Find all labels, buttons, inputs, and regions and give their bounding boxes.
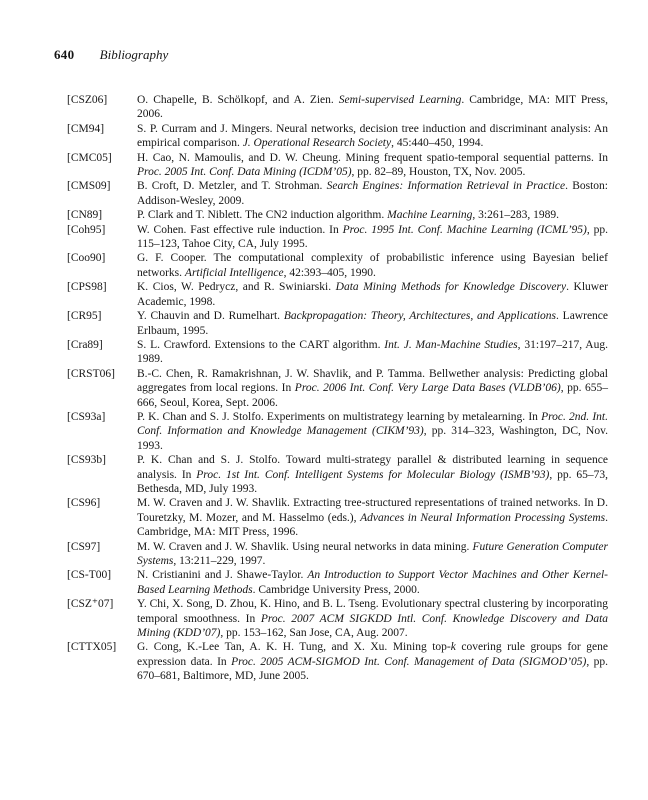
reference-text: P. Clark and T. Niblett. The CN2 induction algorithm. Machine Learning, 3:261–283, 1989. — [137, 209, 559, 222]
reference-entry — [67, 540, 608, 569]
reference-entry — [67, 640, 608, 683]
reference-label: [CMS09] — [67, 180, 111, 193]
reference-entry — [67, 496, 608, 539]
reference-entry — [67, 223, 608, 252]
reference-label: [Coo90] — [67, 252, 106, 265]
reference-entry — [67, 93, 608, 122]
reference-label: [CS93b] — [67, 454, 106, 467]
reference-entry — [67, 367, 608, 410]
reference-text: K. Cios, W. Pedrycz, and R. Swiniarski. Data Mining Methods for Knowledge Discovery. Kluwer Academic, 1998. — [137, 281, 609, 308]
reference-text: G. F. Cooper. The computational complexity of probabilistic inference using Bayesian belief networks. Artificial Intelligence, 42:393–405, 1990. — [137, 252, 608, 279]
reference-entry — [67, 410, 608, 453]
reference-text: P. K. Chan and S. J. Stolfo. Experiments on multistrategy learning by metalearning. In Proc. 2nd. Int. Conf. Information and Knowledge Management (CIKM’93), pp. 314–323, Washington, DC, Nov. 1993. — [137, 410, 609, 452]
reference-text: N. Cristianini and J. Shawe-Taylor. An Introduction to Support Vector Machines and Other Kernel-Based Learning Methods. Cambridge University Press, 2000. — [137, 569, 608, 596]
reference-text: Y. Chi, X. Song, D. Zhou, K. Hino, and B. L. Tseng. Evolutionary spectral clustering by incorporating temporal smoothness. In Proc. 2007 ACM SIGKDD Intl. Conf. Knowledge Discovery and Data Mining (KDD’07), pp. 153–162, San Jose, CA, Aug. 2007. — [137, 598, 609, 640]
reference-label: [CPS98] — [67, 281, 107, 294]
reference-label: [CM94] — [67, 122, 105, 135]
page-number: 640 — [54, 47, 75, 62]
reference-entry — [67, 280, 608, 309]
reference-label: [CSZ⁺07] — [67, 598, 114, 611]
reference-label: [CTTX05] — [67, 641, 117, 654]
reference-text: S. P. Curram and J. Mingers. Neural networks, decision tree induction and discriminant analysis: An empirical comparison. J. Operational Research Society, 45:440–450, 1994. — [137, 122, 608, 150]
reference-entry — [67, 453, 608, 496]
reference-label: [CS96] — [67, 497, 101, 510]
page-header — [54, 47, 168, 62]
reference-entry — [67, 179, 608, 208]
reference-entry — [67, 338, 608, 367]
reference-entry — [67, 151, 608, 180]
reference-list — [67, 93, 608, 684]
reference-label: [CS97] — [67, 540, 101, 553]
reference-label: [Coh95] — [67, 223, 106, 236]
reference-text: B.-C. Chen, R. Ramakrishnan, J. W. Shavlik, and P. Tamma. Bellwether analysis: Predicting global aggregates from local regions. In Proc. 2006 Int. Conf. Very Large Data Bases (VLDB’06), pp. 655–666, Seoul, Korea, Sept. 2006. — [137, 367, 609, 409]
reference-text: W. Cohen. Fast effective rule induction. In Proc. 1995 Int. Conf. Machine Learning (ICML’95), pp. 115–123, Tahoe City, CA, July 1995. — [137, 223, 609, 251]
reference-label: [CS93a] — [67, 410, 106, 423]
reference-label: [CS-T00] — [67, 569, 112, 582]
reference-text: H. Cao, N. Mamoulis, and D. W. Cheung. Mining frequent spatio-temporal sequential patterns. In Proc. 2005 Int. Conf. Data Mining (ICDM’05), pp. 82–89, Houston, TX, Nov. 2005. — [137, 151, 608, 179]
reference-label: [CRST06] — [67, 367, 115, 380]
reference-entry — [67, 251, 608, 280]
reference-text: S. L. Crawford. Extensions to the CART algorithm. Int. J. Man-Machine Studies, 31:197–217, Aug. 1989. — [137, 338, 608, 366]
reference-entry — [67, 597, 608, 640]
reference-label: [CN89] — [67, 209, 103, 222]
reference-text: O. Chapelle, B. Schölkopf, and A. Zien. Semi-supervised Learning. Cambridge, MA: MIT Press, 2006. — [137, 94, 608, 121]
reference-entry — [67, 122, 608, 151]
reference-text: Y. Chauvin and D. Rumelhart. Backpropagation: Theory, Architectures, and Applications. Lawrence Erlbaum, 1995. — [137, 310, 609, 337]
reference-label: [CR95] — [67, 310, 102, 323]
reference-text: G. Cong, K.-Lee Tan, A. K. H. Tung, and X. Xu. Mining top-k covering rule groups for gene expression data. In Proc. 2005 ACM-SIGMOD Int. Conf. Management of Data (SIGMOD’05), pp. 670–681, Baltimore, MD, June 2005. — [137, 641, 608, 683]
reference-entry — [67, 309, 608, 338]
reference-label: [Cra89] — [67, 338, 103, 351]
reference-entry — [67, 568, 608, 597]
reference-text: P. K. Chan and S. J. Stolfo. Toward multi-strategy parallel & distributed learning in sequence analysis. In Proc. 1st Int. Conf. Intelligent Systems for Molecular Biology (ISMB’93), pp. 65–73, Bethesda, MD, July 1993. — [137, 454, 608, 495]
reference-label: [CSZ06] — [67, 94, 108, 106]
reference-text: M. W. Craven and J. W. Shavlik. Extracting tree-structured representations of trained networks. In D. Touretzky, M. Mozer, and M. Hasselmo (eds.), Advances in Neural Information Processing Systems. Cambridge, MA: MIT Press, 1996. — [137, 497, 608, 539]
reference-text: B. Croft, D. Metzler, and T. Strohman. Search Engines: Information Retrieval in Practice. Boston: Addison-Wesley, 2009. — [137, 180, 608, 207]
reference-text: M. W. Craven and J. W. Shavlik. Using neural networks in data mining. Future Generation Computer Systems, 13:211–229, 1997. — [137, 540, 608, 567]
reference-label: [CMC05] — [67, 151, 112, 164]
section-title: Bibliography — [99, 47, 169, 62]
reference-entry — [67, 208, 608, 222]
